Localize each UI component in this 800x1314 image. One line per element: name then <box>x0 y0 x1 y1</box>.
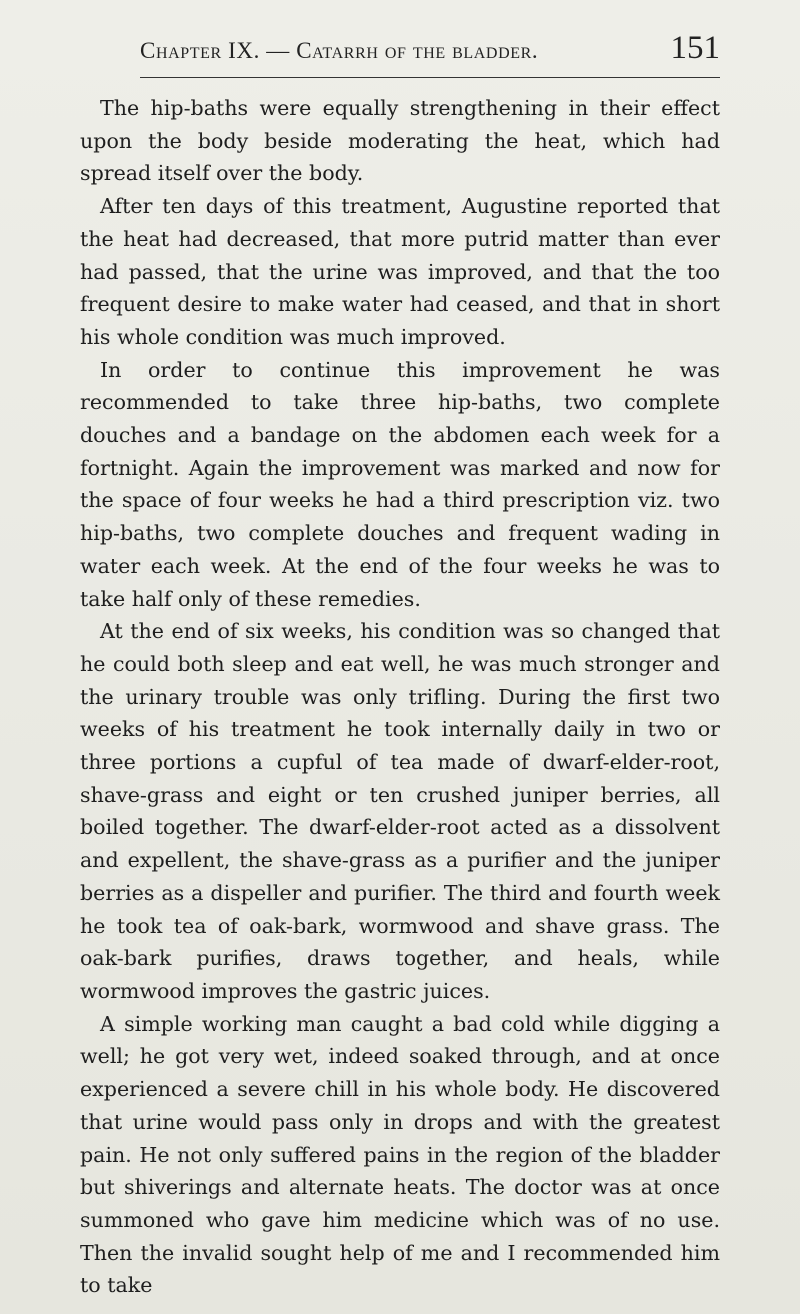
paragraph: After ten days of this treatment, Augustine reported that the heat had decreased, that more putrid matter than ever had passed, that the urine was improved, and that the too frequent desire to make water had ceased, and that in short his whole condition was much improved. <box>80 194 720 349</box>
paragraph: The hip-baths were equally strengthening in their effect upon the body beside moderating the heat, which had spread itself over the body. <box>80 96 720 186</box>
body-text <box>80 92 720 1302</box>
paragraph: A simple working man caught a bad cold while digging a well; he got very wet, indeed soaked through, and at once experienced a severe chill in his whole body. He discovered that urine would pass only in drops and with the greatest pain. He not only suffered pains in the region of the bladder but shiverings and alternate heats. The doctor was at once summoned who gave him medicine which was of no use. Then the invalid sought help of me and I recommended him to take <box>80 1011 720 1298</box>
page-header <box>140 28 720 80</box>
paragraph: In order to continue this improvement he was recommended to take three hip-baths, two complete douches and a bandage on the abdomen each week for a fortnight. Again the improvement was marked and now for the space of four weeks he had a third prescription viz. two hip-baths, two complete douches and frequent wading in water each week. At the end of the four weeks he was to take half only of these remedies. <box>80 357 720 611</box>
page-number: 151 <box>670 30 720 66</box>
paragraph: At the end of six weeks, his condition was so changed that he could both sleep and eat well, he was much stronger and the urinary trouble was only trifling. During the first two weeks of his treatment he took internally daily in two or three portions a cupful of tea made of dwarf-elder-root, shave-grass and eight or ten crushed juniper berries, all boiled together. The dwarf-elder-root acted as a dissolvent and expellent, the shave-grass as a purifier and the juniper berries as a dispeller and purifier. The third and fourth week he took tea of oak-bark, wormwood and shave grass. The oak-bark purifies, draws together, and heals, while wormwood improves the gastric juices. <box>80 619 720 1003</box>
header-rule <box>140 77 720 78</box>
running-title: Chapter IX. — Catarrh of the bladder. <box>140 38 539 63</box>
